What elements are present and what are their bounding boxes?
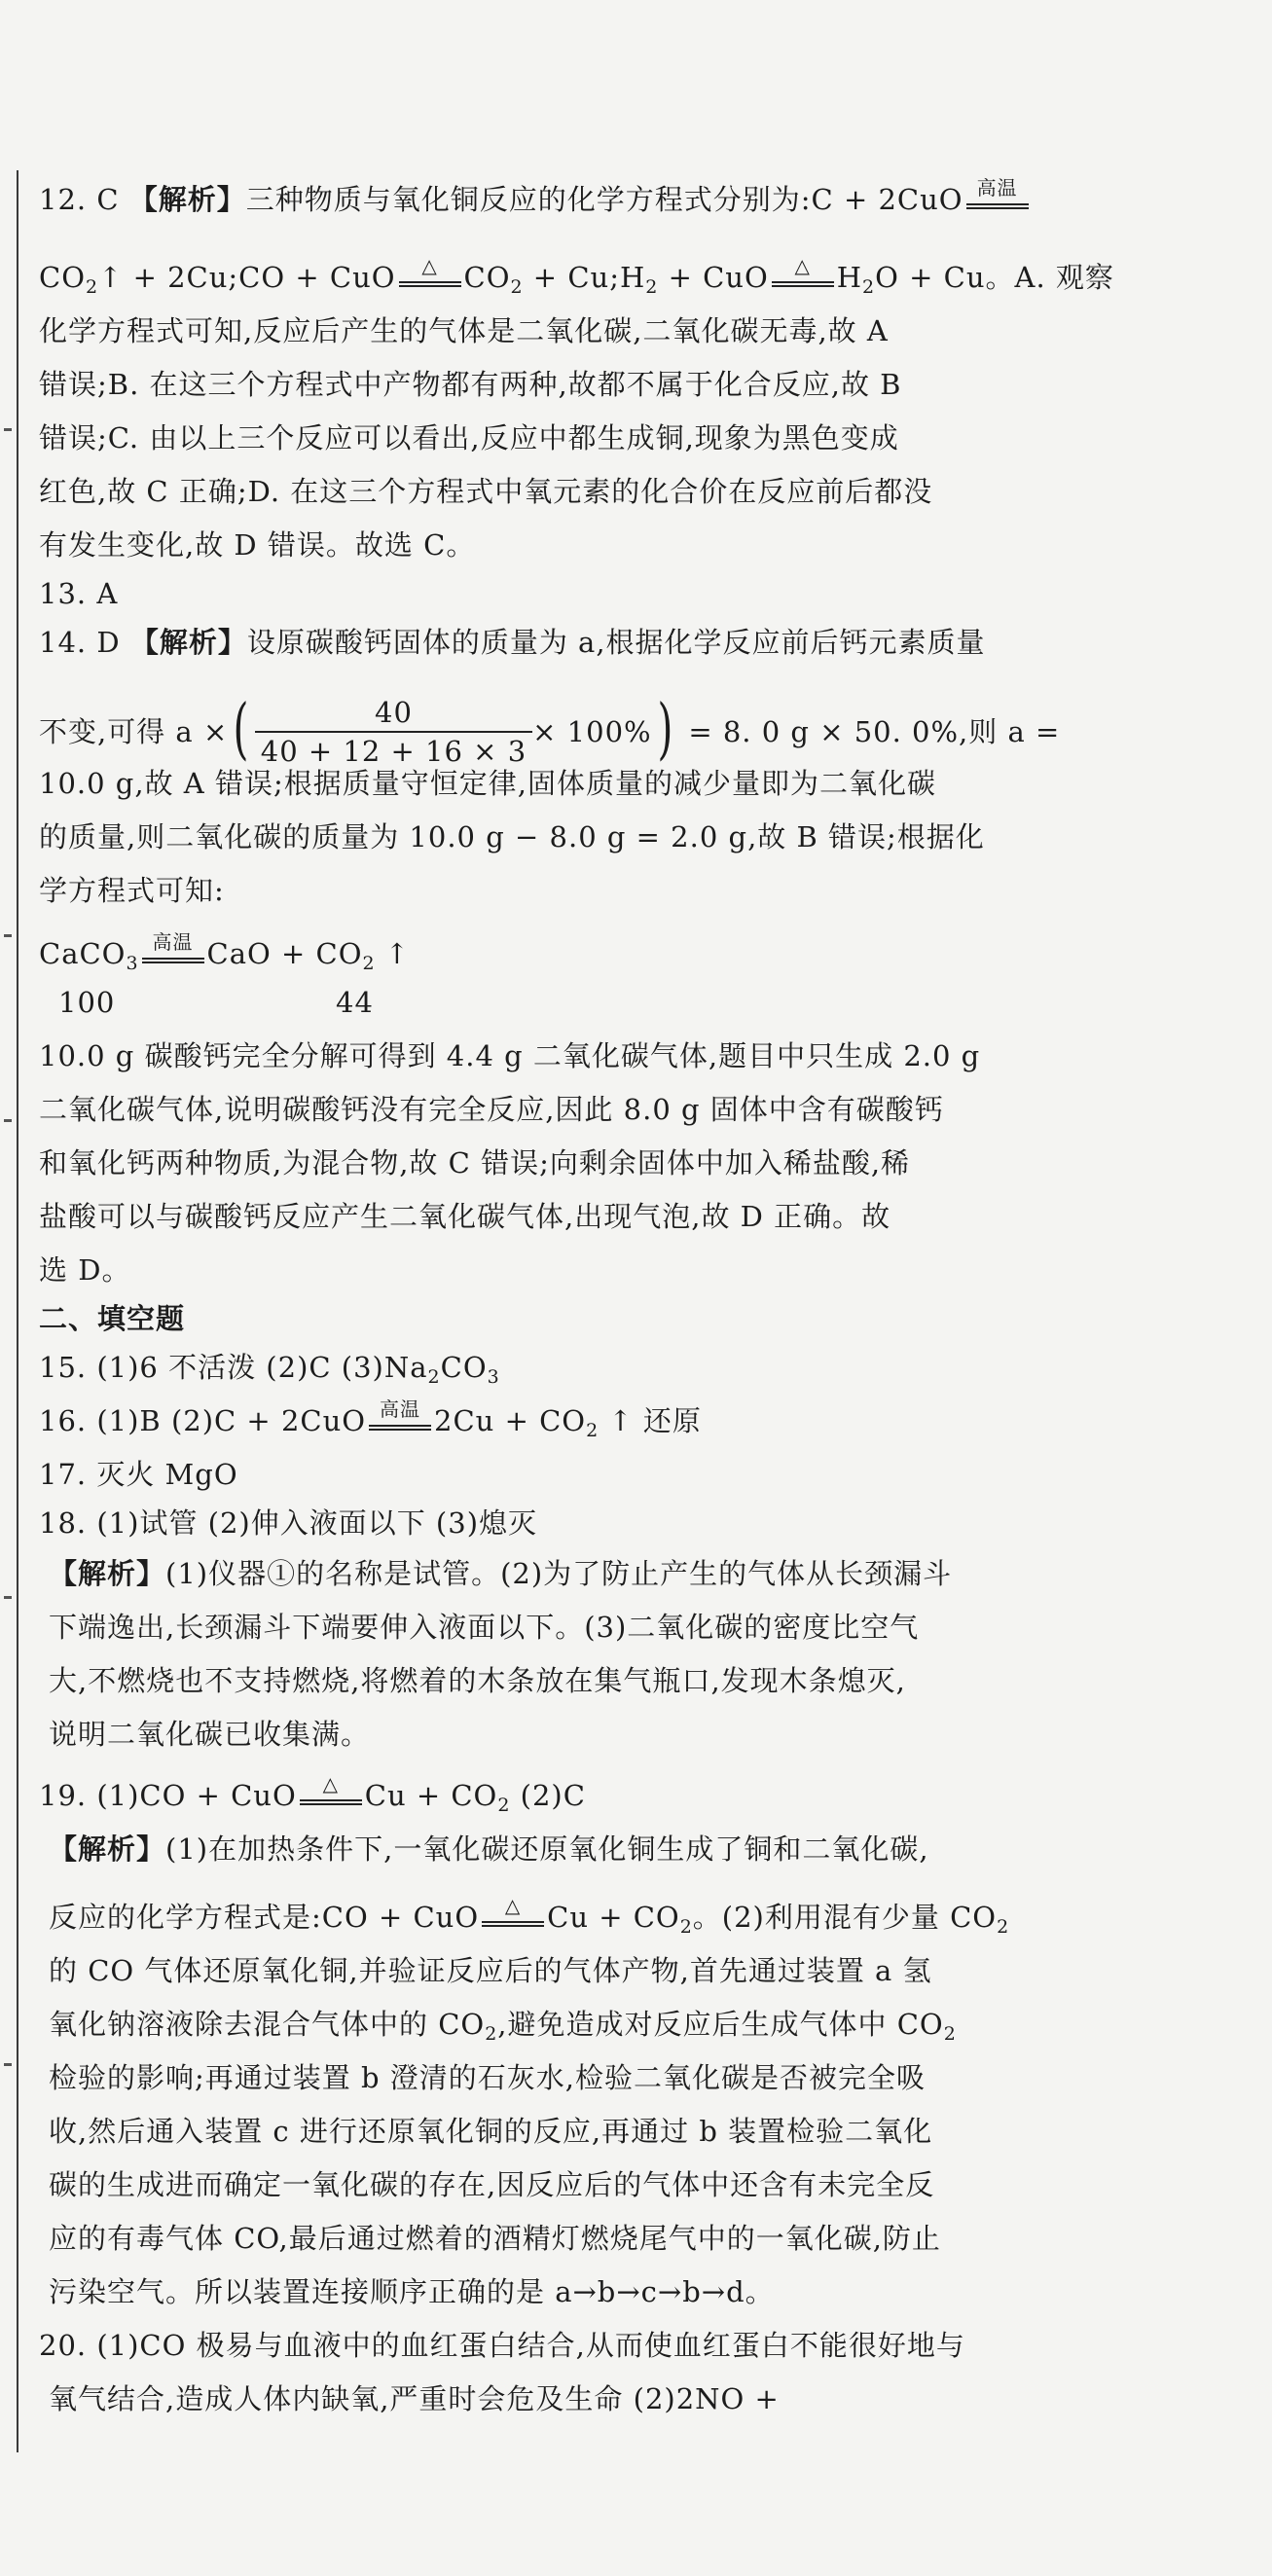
q14-mass-caco3: 100 [58, 986, 116, 1019]
q18-line-4: 大,不燃烧也不支持燃烧,将燃着的木条放在集气瓶口,发现木条熄灭, [49, 1664, 906, 1697]
q18-line-5: 说明二氧化碳已收集满。 [49, 1718, 371, 1751]
q14-line-6: 10.0 g 碳酸钙完全分解可得到 4.4 g 二氧化碳气体,题目中只生成 2.0 g [39, 1039, 981, 1072]
margin-mark [4, 2063, 12, 2066]
q16-answer: 16. (1)B (2)C + 2CuO 高温 $2Cu + CO_2$ ↑ 还原 [39, 1397, 702, 1441]
right-paren: ) [657, 691, 673, 768]
reaction-condition-arrow: 高温 [366, 1403, 434, 1442]
q14-line-3: 10.0 g,故 A 错误;根据质量守恒定律,固体质量的减少量即为二氧化碳 [39, 767, 936, 800]
reaction-condition-arrow: 高温 [963, 182, 1032, 221]
reaction-condition-arrow: △ [769, 260, 837, 299]
margin-mark [4, 934, 12, 937]
q14-line-8: 和氧化钙两种物质,为混合物,故 C 错误;向剩余固体中加入稀盐酸,稀 [39, 1146, 911, 1179]
q18-line-1: 18. (1)试管 (2)伸入液面以下 (3)熄灭 [39, 1506, 538, 1540]
q18-line-2: 【解析】(1)仪器①的名称是试管。(2)为了防止产生的气体从长颈漏斗 [49, 1557, 953, 1590]
q14-mass-co2: 44 [336, 986, 374, 1019]
q12-line-6: 红色,故 C 正确;D. 在这三个方程式中氧元素的化合价在反应前后都没 [39, 475, 933, 508]
q18-line-3: 下端逸出,长颈漏斗下端要伸入液面以下。(3)二氧化碳的密度比空气 [49, 1611, 920, 1644]
q14-line-10: 选 D。 [39, 1253, 131, 1287]
q12-line-1: 12. C 【解析】三种物质与氧化铜反应的化学方程式分别为:C + 2CuO 高温 [39, 180, 1032, 221]
q14-line-4: 的质量,则二氧化碳的质量为 10.0 g − 8.0 g = 2.0 g,故 B 错误;根据化 [39, 820, 985, 853]
q13-answer: 13. A [39, 577, 119, 610]
margin-mark [4, 1119, 12, 1122]
q19-line-7: 收,然后通入装置 c 进行还原氧化铜的反应,再通过 b 装置检验二氧化 [49, 2115, 933, 2148]
q12-line-5: 错误;C. 由以上三个反应可以看出,反应中都生成铜,现象为黑色变成 [39, 421, 899, 454]
reaction-condition-arrow: △ [297, 1778, 365, 1817]
q12-line-3: 化学方程式可知,反应后产生的气体是二氧化碳,二氧化碳无毒,故 A [39, 314, 889, 347]
q19-line-8: 碳的生成进而确定一氧化碳的存在,因反应后的气体中还含有未完全反 [49, 2168, 935, 2201]
section-heading: 二、填空题 [39, 1302, 186, 1335]
q20-line-1: 20. (1)CO 极易与血液中的血红蛋白结合,从而使血红蛋白不能很好地与 [39, 2329, 965, 2362]
reaction-condition-arrow: △ [479, 1900, 547, 1939]
q19-line-3: 反应的化学方程式是:CO + CuO △ $Cu + CO_2$。(2)利用混有少量 $CO_2$ [49, 1894, 1010, 1938]
binding-margin-line [17, 170, 18, 2452]
q12-line-4: 错误;B. 在这三个方程式中产物都有两种,故都不属于化合反应,故 B [39, 368, 902, 401]
margin-mark [4, 1596, 12, 1599]
q19-line-4: 的 CO 气体还原氧化铜,并验证反应后的气体产物,首先通过装置 a 氢 [49, 1954, 932, 1987]
q14-line-9: 盐酸可以与碳酸钙反应产生二氧化碳气体,出现气泡,故 D 正确。故 [39, 1200, 891, 1233]
q19-line-2: 【解析】(1)在加热条件下,一氧化碳还原氧化铜生成了铜和二氧化碳, [49, 1832, 929, 1866]
q14-line-7: 二氧化碳气体,说明碳酸钙没有完全反应,因此 8.0 g 固体中含有碳酸钙 [39, 1093, 944, 1126]
q14-equation: CaCO$_3$ 高温 CaO + $CO_2$ ↑ [39, 930, 411, 974]
q15-answer: 15. (1)6 不活泼 (2)C $(3)Na_2CO_3$ [39, 1351, 500, 1388]
q19-line-9: 应的有毒气体 CO,最后通过燃着的酒精灯燃烧尾气中的一氧化碳,防止 [49, 2222, 941, 2255]
left-paren: ( [233, 691, 250, 768]
q12-line-7: 有发生变化,故 D 错误。故选 C。 [39, 528, 476, 562]
q12-line-2: $CO_2↑$ + 2Cu;CO + CuO △ $CO_2$ + $Cu;H_2$ + CuO △ $H_2O + Cu$。A. 观察 [39, 254, 1114, 298]
q17-answer: 17. 灭火 MgO [39, 1458, 238, 1491]
reaction-condition-arrow: △ [396, 260, 464, 299]
q14-line-1: 14. D 【解析】设原碳酸钙固体的质量为 a,根据化学反应前后钙元素质量 [39, 626, 986, 659]
q19-line-5: 氧化钠溶液除去混合气体中的 $CO_2$,避免造成对反应后生成气体中 $CO_2$ [49, 2008, 957, 2045]
q19-line-1: 19. (1)CO + CuO △ $Cu + CO_2$ (2)C [39, 1772, 586, 1816]
q14-line-5: 学方程式可知: [39, 874, 225, 907]
q20-line-2: 氧气结合,造成人体内缺氧,严重时会危及生命 (2)2NO + [49, 2382, 780, 2415]
q19-line-6: 检验的影响;再通过装置 b 澄清的石灰水,检验二氧化碳是否被完全吸 [49, 2061, 926, 2094]
q14-line-2: 不变,可得 a ×( $\frac{40}{40 + 12 + 16 \times 3}$ × 100%) = 8. 0 g × 50. 0%,则 a = [39, 691, 1061, 768]
q19-line-10: 污染空气。所以装置连接顺序正确的是 a→b→c→b→d。 [49, 2275, 775, 2308]
reaction-condition-arrow: 高温 [139, 936, 207, 975]
fraction: $\frac{40}{40 + 12 + 16 \times 3}$ [255, 694, 532, 770]
margin-mark [4, 428, 12, 431]
